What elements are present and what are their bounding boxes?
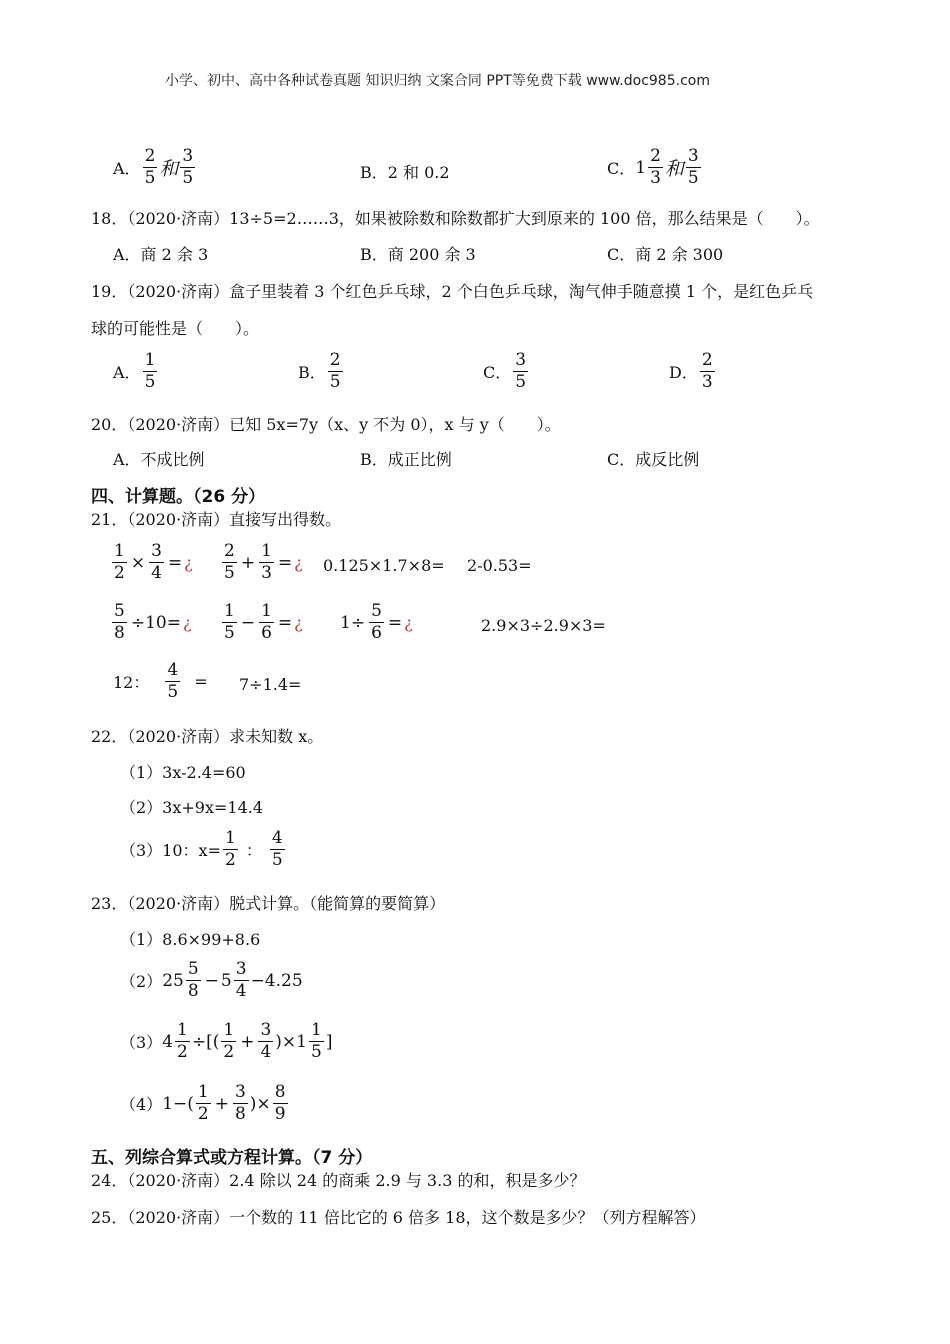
- equals: =: [167, 552, 183, 573]
- option-label: C．: [607, 159, 636, 178]
- fraction: $\frac{1}{2}$: [177, 1020, 188, 1062]
- answer-placeholder: ¿: [294, 613, 303, 632]
- fraction: $\frac{1}{2}$: [197, 1082, 209, 1124]
- fraction: $\frac{4}{5}$: [167, 660, 179, 702]
- q17-option-c: [607, 148, 703, 187]
- part-label: （3）: [120, 1033, 163, 1052]
- whole-number: 1: [296, 1031, 307, 1052]
- q23-text: 23．（2020·济南）脱式计算。（能简算的要简算）: [91, 894, 446, 913]
- q22-text: 22．（2020·济南）求未知数 x。: [91, 727, 324, 746]
- q23-part-1: （1）8.6×99+8.6: [120, 930, 261, 949]
- q21-expr-1: [110, 543, 193, 582]
- q17-option-b: B．2 和 0.2: [360, 163, 450, 182]
- fraction: $\frac{1}{3}$: [261, 541, 272, 583]
- q24-text: 24．（2020·济南）2.4 除以 24 的商乘 2.9 与 3.3 的和，积是多少？: [91, 1171, 586, 1190]
- q21-expr-3: 0.125×1.7×8=: [323, 556, 445, 575]
- q20-option-c: C．成反比例: [607, 450, 700, 469]
- fraction: $\frac{3}{4}$: [151, 541, 162, 583]
- whole-number: 5: [220, 970, 232, 991]
- operator: ÷10=: [130, 612, 181, 633]
- equals: =: [277, 612, 293, 633]
- whole-number: 1: [635, 157, 647, 178]
- q23-part-4: [120, 1084, 290, 1123]
- answer-placeholder: ¿: [182, 613, 192, 632]
- answer-placeholder: ¿: [294, 553, 303, 572]
- answer-placeholder: ¿: [184, 553, 193, 572]
- fraction: $\frac{5}{8}$: [187, 959, 199, 1001]
- q21-expr-4: 2-0.53=: [467, 556, 532, 575]
- operator: 1÷: [340, 612, 366, 633]
- q22-part-1: （1）3x-2.4=60: [120, 763, 246, 782]
- fraction: $\frac{3}{8}$: [234, 1082, 246, 1124]
- fraction: $\frac{1}{2}$: [224, 828, 236, 870]
- q21-expr-5: [110, 603, 192, 642]
- fraction: $\frac{5}{8}$: [114, 601, 125, 643]
- whole-number: 4: [162, 1031, 174, 1052]
- q18-option-b: B．商 200 余 3: [360, 245, 476, 264]
- option-label: B．: [298, 363, 326, 382]
- section-5-title: 五、列综合算式或方程计算。（7 分）: [91, 1148, 373, 1168]
- q19-option-b: [298, 352, 345, 391]
- q21-expr-7: [338, 603, 413, 642]
- equals: =: [387, 612, 403, 633]
- fraction: $\frac{2}{5}$: [224, 541, 235, 583]
- q21-expr-9: [113, 662, 208, 701]
- option-label: D．: [669, 363, 698, 382]
- fraction: $\frac{2}{5}$: [329, 350, 341, 392]
- q20-option-a: A．不成比例: [113, 450, 205, 469]
- q21-expr-2: [220, 543, 303, 582]
- option-label: A．: [113, 159, 141, 178]
- part-label: （2）: [120, 972, 163, 991]
- operator: ×: [130, 552, 146, 573]
- fraction: $\frac{2}{3}$: [701, 350, 713, 392]
- q21-expr-8: 2.9×3÷2.9×3=: [481, 616, 606, 635]
- operator: +: [240, 1031, 255, 1052]
- fraction: $\frac{3}{5}$: [687, 146, 699, 188]
- page-header: 小学、初中、高中各种试卷真题 知识归纳 文案合同 PPT等免费下载 www.doc985.com: [165, 73, 710, 89]
- q21-expr-10: 7÷1.4=: [239, 675, 302, 694]
- q20-text: 20．（2020·济南）已知 5x=7y（x、y 不为 0），x 与 y（ ）。: [91, 415, 561, 434]
- q19-option-c: [483, 352, 530, 391]
- fraction: $\frac{1}{2}$: [223, 1020, 235, 1062]
- operator: ÷[(: [191, 1031, 220, 1052]
- fraction: $\frac{3}{5}$: [182, 146, 194, 188]
- option-label: A．: [113, 363, 141, 382]
- fraction: $\frac{1}{2}$: [114, 541, 125, 583]
- operator: )×: [249, 1093, 271, 1114]
- q19-text-line1: 19．（2020·济南）盒子里装着 3 个红色乒乓球，2 个白色乒乓球，淘气伸手随意摸 1 个，是红色乒乓: [91, 282, 814, 301]
- operator: +: [240, 552, 256, 573]
- equals: =: [194, 672, 208, 691]
- fraction: $\frac{4}{5}$: [271, 828, 283, 870]
- bracket: ]: [325, 1031, 333, 1052]
- q21-expr-6: [220, 603, 303, 642]
- q22-part-3: [120, 830, 287, 869]
- q23-part-3: [120, 1022, 332, 1061]
- equals: =: [277, 552, 293, 573]
- fraction: $\frac{3}{4}$: [235, 959, 247, 1001]
- q18-option-c: C．商 2 余 300: [607, 245, 724, 264]
- fraction: $\frac{8}{9}$: [274, 1082, 286, 1124]
- expression-tail: −4.25: [250, 970, 303, 991]
- part-label: （4）: [120, 1095, 163, 1114]
- fraction: $\frac{3}{4}$: [260, 1020, 272, 1062]
- fraction: $\frac{1}{5}$: [144, 350, 156, 392]
- fraction: $\frac{2}{5}$: [144, 146, 156, 188]
- operator: 12：: [113, 673, 150, 692]
- and-text: 和: [664, 158, 684, 180]
- q20-option-b: B．成正比例: [360, 450, 452, 469]
- q19-option-a: [113, 352, 159, 391]
- q19-text-line2: 球的可能性是（ ）。: [91, 319, 260, 338]
- operator: 1−: [162, 1093, 188, 1114]
- bracket: (: [187, 1093, 194, 1114]
- fraction: $\frac{2}{3}$: [650, 146, 661, 188]
- q17-option-a: [113, 148, 197, 187]
- q23-part-2: [120, 961, 303, 1000]
- fraction: $\frac{1}{5}$: [310, 1020, 322, 1062]
- fraction: $\frac{1}{5}$: [224, 601, 235, 643]
- whole-number: 25: [162, 970, 184, 991]
- ratio-colon: ：: [245, 841, 262, 860]
- operator: +: [214, 1093, 229, 1114]
- q21-text: 21．（2020·济南）直接写出得数。: [91, 510, 342, 529]
- operator: )×: [275, 1031, 297, 1052]
- q18-text: 18．（2020·济南）13÷5=2……3，如果被除数和除数都扩大到原来的 100 倍，那么结果是（ ）。: [91, 209, 820, 228]
- equation-prefix: （3）10：x=: [120, 841, 221, 860]
- fraction: $\frac{1}{6}$: [261, 601, 272, 643]
- answer-placeholder: ¿: [404, 613, 413, 632]
- and-text: 和: [159, 158, 179, 180]
- q19-option-d: [669, 352, 717, 391]
- q18-option-a: A．商 2 余 3: [113, 245, 209, 264]
- section-4-title: 四、计算题。（26 分）: [91, 487, 266, 507]
- option-label: C．: [483, 363, 512, 382]
- operator: −: [204, 970, 219, 991]
- fraction: $\frac{5}{6}$: [371, 601, 382, 643]
- operator: −: [240, 612, 256, 633]
- q25-text: 25．（2020·济南）一个数的 11 倍比它的 6 倍多 18，这个数是多少？（列方程解答）: [91, 1208, 706, 1227]
- q22-part-2: （2）3x+9x=14.4: [120, 798, 264, 817]
- fraction: $\frac{3}{5}$: [515, 350, 527, 392]
